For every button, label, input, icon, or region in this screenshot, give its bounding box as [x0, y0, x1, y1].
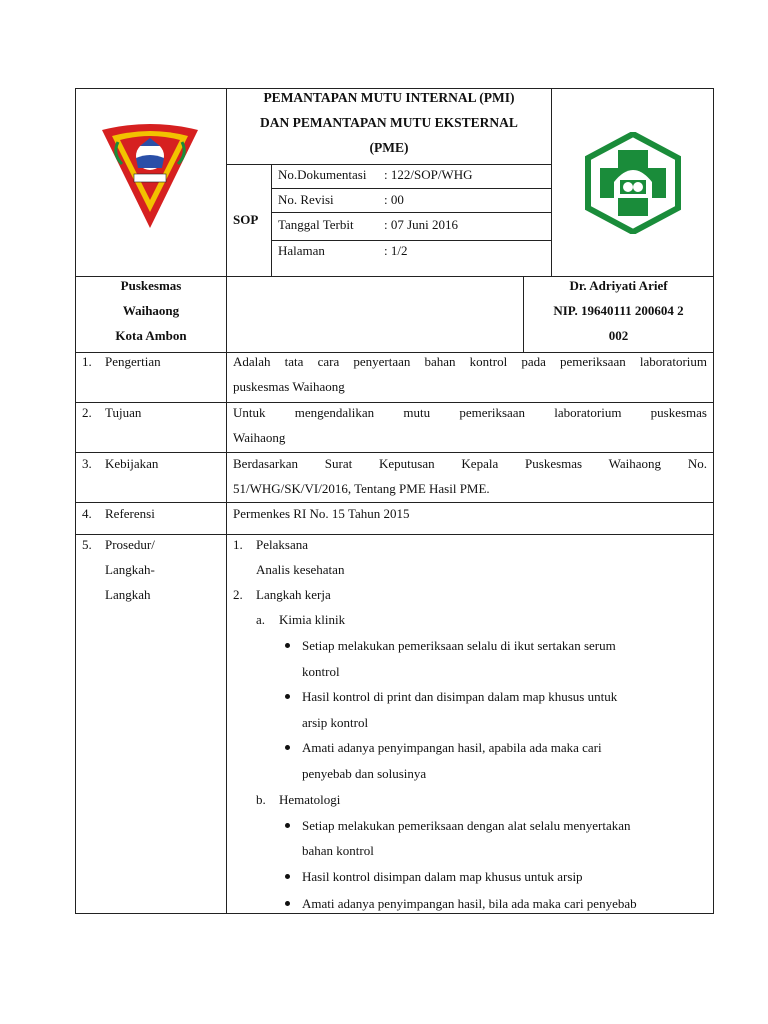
section-text-cont: puskesmas Waihaong — [233, 379, 345, 394]
step-title: Pelaksana — [256, 537, 308, 552]
blank-middle-cell — [226, 276, 524, 353]
org-name-line-3: Kota Ambon — [115, 328, 187, 343]
bullet-icon — [285, 901, 290, 906]
section-text: Adalah tata cara penyertaan bahan kontrol pada pemeriksaan laboratorium — [233, 354, 707, 369]
step-title: Langkah kerja — [256, 587, 331, 602]
procedure-left-cell — [75, 534, 227, 914]
bullet-icon — [285, 694, 290, 699]
section-text: Untuk mengendalikan mutu pemeriksaan laboratorium puskesmas — [233, 405, 707, 420]
org-name-line-2: Waihaong — [122, 303, 180, 318]
puskesmas-cross-icon — [584, 132, 682, 234]
bullet-icon — [285, 823, 290, 828]
signatory-nip-cont: 002 — [608, 328, 629, 343]
section-label: Tujuan — [105, 405, 142, 420]
section-label: Referensi — [105, 506, 155, 521]
bullet-text: Setiap melakukan pemeriksaan dengan alat selalu menyertakan — [302, 818, 631, 833]
doc-field-label: Halaman — [278, 243, 325, 258]
doc-field-label: No.Dokumentasi — [278, 167, 367, 182]
sub-step-title: Hematologi — [279, 792, 341, 807]
ambon-city-emblem-icon — [100, 124, 200, 230]
step-text: Analis kesehatan — [256, 562, 345, 577]
document-title-line-2: DAN PEMANTAPAN MUTU EKSTERNAL — [260, 115, 518, 130]
bullet-text-cont: kontrol — [302, 664, 340, 679]
bullet-text: Setiap melakukan pemeriksaan selalu di ikut sertakan serum — [302, 638, 616, 653]
procedure-label-line-2: Langkah- — [105, 562, 155, 577]
doc-field-label: Tanggal Terbit — [278, 217, 354, 232]
sop-label: SOP — [233, 212, 259, 227]
bullet-icon — [285, 874, 290, 879]
doc-field-value: : 07 Juni 2016 — [384, 217, 459, 232]
section-text-cont: 51/WHG/SK/VI/2016, Tentang PME Hasil PME. — [233, 481, 490, 496]
section-text: Permenkes RI No. 15 Tahun 2015 — [233, 506, 410, 521]
bullet-text: Amati adanya penyimpangan hasil, bila ada maka cari penyebab — [302, 896, 637, 911]
document-title-line-1: PEMANTAPAN MUTU INTERNAL (PMI) — [263, 90, 515, 105]
step-number: 1. — [233, 537, 243, 552]
bullet-text-cont: bahan kontrol — [302, 843, 374, 858]
sub-step-letter: a. — [256, 612, 266, 627]
section-number: 5. — [82, 537, 92, 552]
document-title-line-3: (PME) — [369, 140, 409, 155]
section-text: Berdasarkan Surat Keputusan Kepala Puskesmas Waihaong No. — [233, 456, 707, 471]
sub-step-title: Kimia klinik — [279, 612, 346, 627]
procedure-label-line-3: Langkah — [105, 587, 151, 602]
bullet-icon — [285, 643, 290, 648]
signatory-name: Dr. Adriyati Arief — [569, 278, 668, 293]
procedure-label-line-1: Prosedur/ — [105, 537, 155, 552]
section-number: 1. — [82, 354, 92, 369]
org-name-line-1: Puskesmas — [120, 278, 182, 293]
section-text-cont: Waihaong — [233, 430, 286, 445]
bullet-icon — [285, 745, 290, 750]
bullet-text: Hasil kontrol di print dan disimpan dalam map khusus untuk — [302, 689, 618, 704]
section-number: 4. — [82, 506, 92, 521]
step-number: 2. — [233, 587, 243, 602]
bullet-text-cont: penyebab dan solusinya — [302, 766, 427, 781]
doc-field-value: : 1/2 — [384, 243, 408, 258]
doc-field-value: : 122/SOP/WHG — [384, 167, 473, 182]
bullet-text: Amati adanya penyimpangan hasil, apabila ada maka cari — [302, 740, 602, 755]
section-label: Kebijakan — [105, 456, 159, 471]
section-row-2-left — [75, 402, 227, 453]
bullet-text: Hasil kontrol disimpan dalam map khusus untuk arsip — [302, 869, 583, 884]
section-number: 3. — [82, 456, 92, 471]
signatory-nip: NIP. 19640111 200604 2 — [553, 303, 684, 318]
section-number: 2. — [82, 405, 92, 420]
doc-field-label: No. Revisi — [278, 192, 334, 207]
section-label: Pengertian — [105, 354, 161, 369]
doc-field-value: : 00 — [384, 192, 404, 207]
bullet-text-cont: arsip kontrol — [302, 715, 369, 730]
sub-step-letter: b. — [256, 792, 266, 807]
